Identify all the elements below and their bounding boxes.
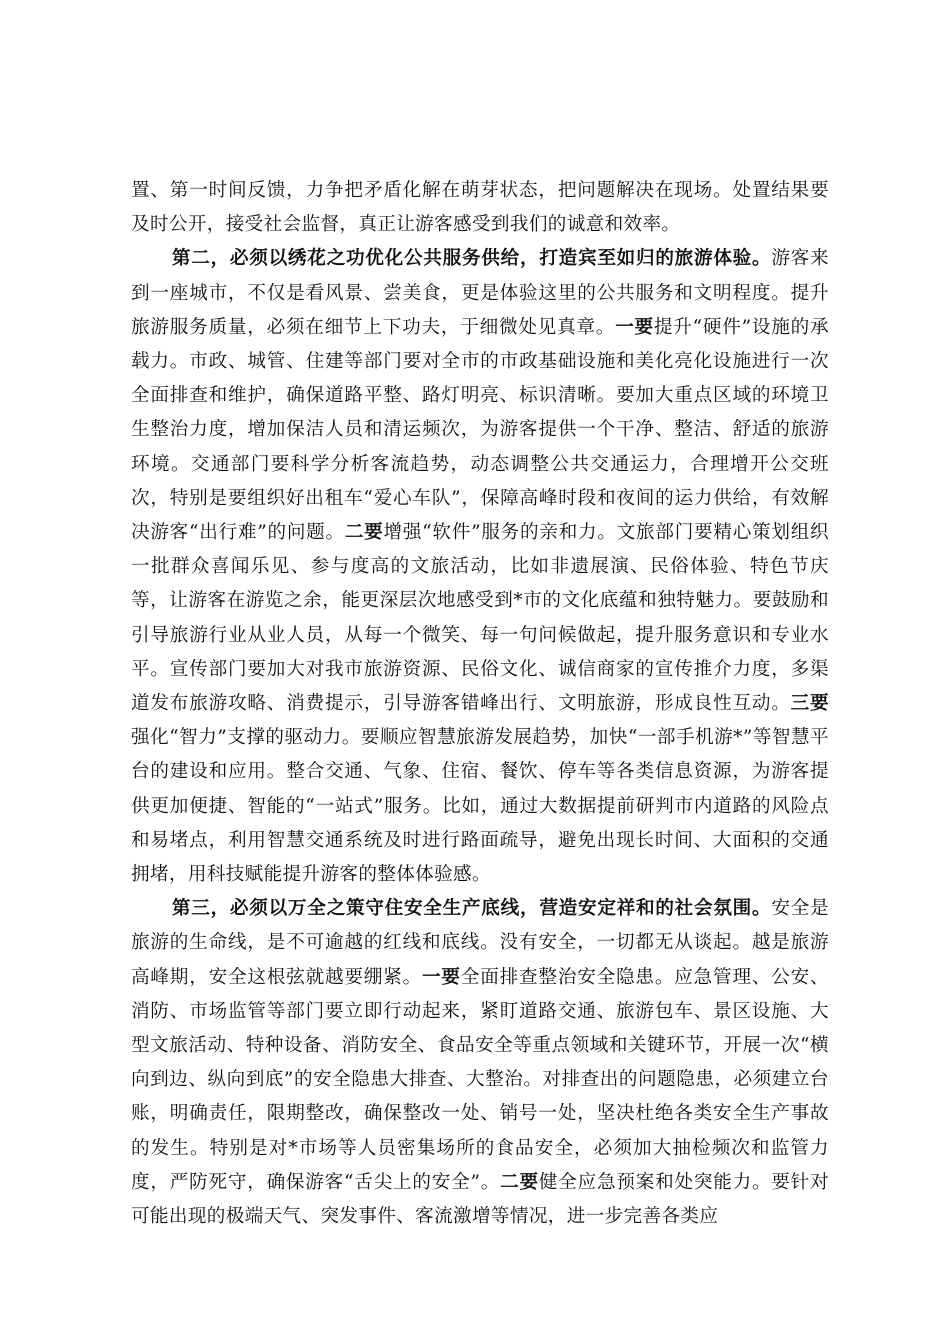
- item-marker: 一要: [615, 316, 654, 338]
- text-run: 增强“软件”服务的亲和力。文旅部门要精心策划组织一批群众喜闻乐见、参与度高的文旅活动，比如非遗展演、民俗体验、特色节庆等，让游客在游览之余，能更深层次地感受到*市的文化底蕴和独特魅力。要鼓励和引导旅游行业从业人员，从每一个微笑、每一句问候做起，提升服务意识和专业水平。宣传部门要加大对我市旅游资源、民俗文化、诚信商家的宣传推介力度，多渠道发布旅游攻略、消费提示，引导游客错峰出行、文明旅游，形成良性互动。: [131, 522, 829, 715]
- document-body: [131, 174, 829, 1234]
- item-marker: 二要: [344, 522, 384, 544]
- text-run: 游客来到一座城市，不仅是看风景、尝美食，更是体验这里的公共服务和文明程度。提升旅游服务质量，必须在细节上下功夫，于细微处见真章。: [131, 248, 829, 338]
- text-run: 置、第一时间反馈，力争把矛盾化解在萌芽状态，把问题解决在现场。处置结果要及时公开，接受社会监督，真正让游客感受到我们的诚意和效率。: [131, 180, 829, 236]
- item-marker: 一要: [422, 966, 461, 988]
- text-run: 提升“硬件”设施的承载力。市政、城管、住建等部门要对全市的市政基础设施和美化亮化设施进行一次全面排查和维护，确保道路平整、路灯明亮、标识清晰。要加大重点区域的环境卫生整治力度，增加保洁人员和清运频次，为游客提供一个干净、整洁、舒适的旅游环境。交通部门要科学分析客流趋势，动态调整公共交通运力，合理增开公交班次，特别是要组织好出租车“爱心车队”，保障高峰时段和夜间的运力供给，有效解决游客“出行难”的问题。: [131, 316, 829, 544]
- item-marker: 二要: [500, 1171, 539, 1193]
- text-run: 全面排查整治安全隐患。应急管理、公安、消防、市场监管等部门要立即行动起来，紧盯道路交通、旅游包车、景区设施、大型文旅活动、特种设备、消防安全、食品安全等重点领域和关键环节，开展一次“横向到边、纵向到底”的安全隐患大排查、大整治。对排查出的问题隐患，必须建立台账，明确责任，限期整改，确保整改一处、销号一处，坚决杜绝各类安全生产事故的发生。特别是对*市场等人员密集场所的食品安全，必须加大抽检频次和监管力度，严防死守，确保游客“舌尖上的安全”。: [131, 966, 829, 1193]
- item-marker: 三要: [790, 693, 830, 715]
- section-heading: 第三，必须以万全之策守住安全生产底线，营造安定祥和的社会氛围。: [171, 898, 772, 920]
- section-heading: 第二，必须以绣花之功优化公共服务供给，打造宾至如归的旅游体验。: [171, 248, 772, 270]
- paragraph-continuation: [131, 174, 829, 242]
- text-run: 强化“智力”支撑的驱动力。要顺应智慧旅游发展趋势，加快“一部手机游*”等智慧平台的建设和应用。整合交通、气象、住宿、餐饮、停车等各类信息资源，为游客提供更加便捷、智能的“一站式”服务。比如，通过大数据提前研判市内道路的风险点和易堵点，利用智慧交通系统及时进行路面疏导，避免出现长时间、大面积的交通拥堵，用科技赋能提升游客的整体体验感。: [131, 727, 829, 886]
- paragraph-second-point: [131, 242, 829, 892]
- text-run: 安全是旅游的生命线，是不可逾越的红线和底线。没有安全，一切都无从谈起。越是旅游高峰期，安全这根弦就越要绷紧。: [131, 898, 829, 988]
- text-run: 健全应急预案和处突能力。要针对可能出现的极端天气、突发事件、客流激增等情况，进一步完善各类应: [131, 1171, 829, 1228]
- paragraph-third-point: [131, 892, 829, 1234]
